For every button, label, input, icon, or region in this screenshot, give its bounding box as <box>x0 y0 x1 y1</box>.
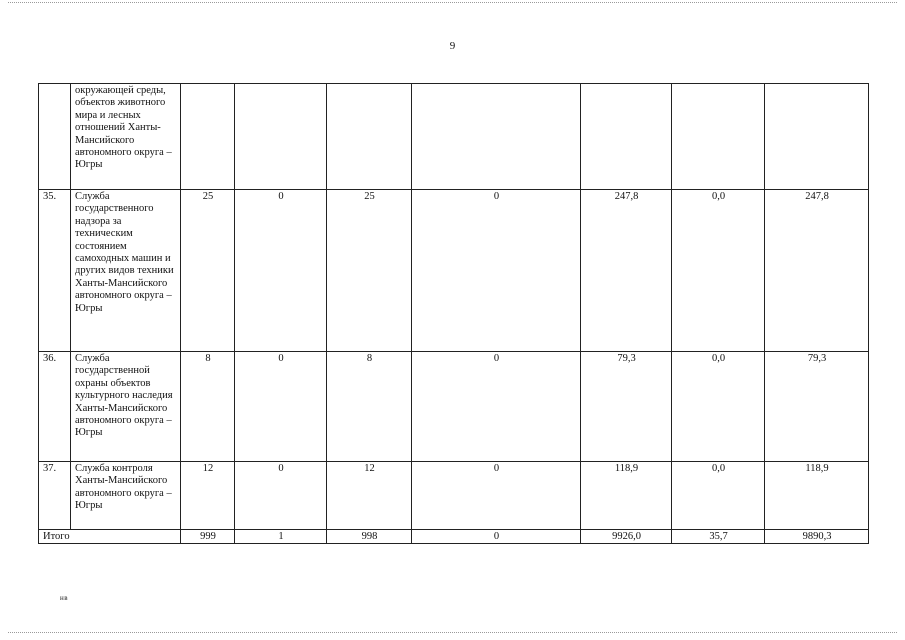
total-c6: 35,7 <box>672 530 765 544</box>
cell-c3: 12 <box>327 462 412 530</box>
cell-c1: 25 <box>181 190 235 352</box>
department-name: окружающей среды, объектов животного мира и лесных отношений Ханты-Мансийского автономного округа – Югры <box>71 84 181 190</box>
row-number: 37. <box>39 462 71 530</box>
cell-c4: 0 <box>412 462 581 530</box>
cell-c5: 247,8 <box>581 190 672 352</box>
cell-c5: 118,9 <box>581 462 672 530</box>
row-number: 35. <box>39 190 71 352</box>
total-c1: 999 <box>181 530 235 544</box>
table-row <box>39 84 869 190</box>
table-row <box>39 190 869 352</box>
cell-c7: 79,3 <box>765 352 869 462</box>
scan-edge-top <box>8 2 897 3</box>
staff-allocation-table <box>38 83 869 544</box>
cell-c2: 0 <box>235 462 327 530</box>
row-number: 36. <box>39 352 71 462</box>
cell-c1: 12 <box>181 462 235 530</box>
cell-c2: 0 <box>235 352 327 462</box>
cell-c4 <box>412 84 581 190</box>
cell-c3: 25 <box>327 190 412 352</box>
cell-c2 <box>235 84 327 190</box>
total-label: Итого <box>39 530 181 544</box>
department-name: Служба государственного надзора за техническим состоянием самоходных машин и других видов техники Ханты-Мансийского автономного округа – Югры <box>71 190 181 352</box>
cell-c6: 0,0 <box>672 352 765 462</box>
row-number <box>39 84 71 190</box>
cell-c5 <box>581 84 672 190</box>
cell-c4: 0 <box>412 352 581 462</box>
cell-c6 <box>672 84 765 190</box>
cell-c7 <box>765 84 869 190</box>
cell-c6: 0,0 <box>672 190 765 352</box>
total-c5: 9926,0 <box>581 530 672 544</box>
cell-c7: 247,8 <box>765 190 869 352</box>
cell-c4: 0 <box>412 190 581 352</box>
cell-c5: 79,3 <box>581 352 672 462</box>
total-c4: 0 <box>412 530 581 544</box>
cell-c2: 0 <box>235 190 327 352</box>
total-c2: 1 <box>235 530 327 544</box>
department-name: Служба контроля Ханты-Мансийского автономного округа – Югры <box>71 462 181 530</box>
cell-c3 <box>327 84 412 190</box>
cell-c3: 8 <box>327 352 412 462</box>
total-c3: 998 <box>327 530 412 544</box>
table-row <box>39 462 869 530</box>
cell-c1 <box>181 84 235 190</box>
page-number: 9 <box>449 40 456 52</box>
cell-c1: 8 <box>181 352 235 462</box>
department-name: Служба государственной охраны объектов культурного наследия Ханты-Мансийского автономного округа – Югры <box>71 352 181 462</box>
cell-c7: 118,9 <box>765 462 869 530</box>
total-c7: 9890,3 <box>765 530 869 544</box>
total-row <box>39 530 869 544</box>
scan-edge-bottom <box>8 632 897 633</box>
table-row <box>39 352 869 462</box>
footer-mark: нв <box>60 594 69 602</box>
cell-c6: 0,0 <box>672 462 765 530</box>
